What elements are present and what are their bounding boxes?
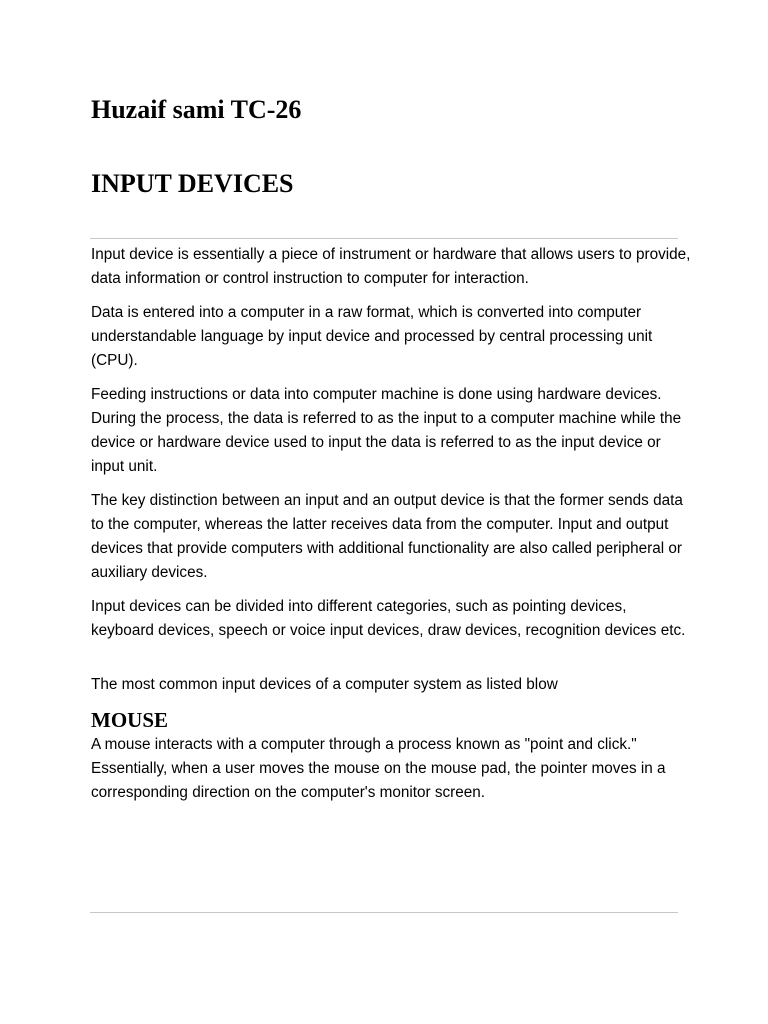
paragraph-input-vs-output: The key distinction between an input and an output device is that the former sends data to the computer, whereas the latter receives data from the computer. Input and output devices that provide computers with additional functionality are also called peripheral or auxiliary devices. [91,492,683,581]
body-text [91,243,691,815]
bottom-divider [90,912,678,913]
paragraph-raw-format: Data is entered into a computer in a raw format, which is converted into computer understandable language by input device and processed by central processing unit (CPU). [91,304,653,369]
paragraph-common-devices: The most common input devices of a computer system as listed blow [91,676,558,693]
paragraph-mouse: A mouse interacts with a computer through a process known as "point and click." Essentially, when a user moves the mouse on the mouse pad, the pointer moves in a corresponding direction on the computer's monitor screen. [91,736,666,801]
page-title: INPUT DEVICES [91,169,294,198]
paragraph-categories: Input devices can be divided into different categories, such as pointing devices, keyboard devices, speech or voice input devices, draw devices, recognition devices etc. [91,598,686,639]
top-divider [90,238,678,239]
paragraph-definition: Input device is essentially a piece of instrument or hardware that allows users to provide, data information or control instruction to computer for interaction. [91,246,691,287]
mouse-heading: MOUSE [91,708,169,732]
author-heading: Huzaif sami TC-26 [91,95,302,124]
paragraph-feeding-instructions: Feeding instructions or data into computer machine is done using hardware devices. During the process, the data is referred to as the input to a computer machine while the device or hardware device used to input the data is referred to as the input device or input unit. [91,386,682,475]
